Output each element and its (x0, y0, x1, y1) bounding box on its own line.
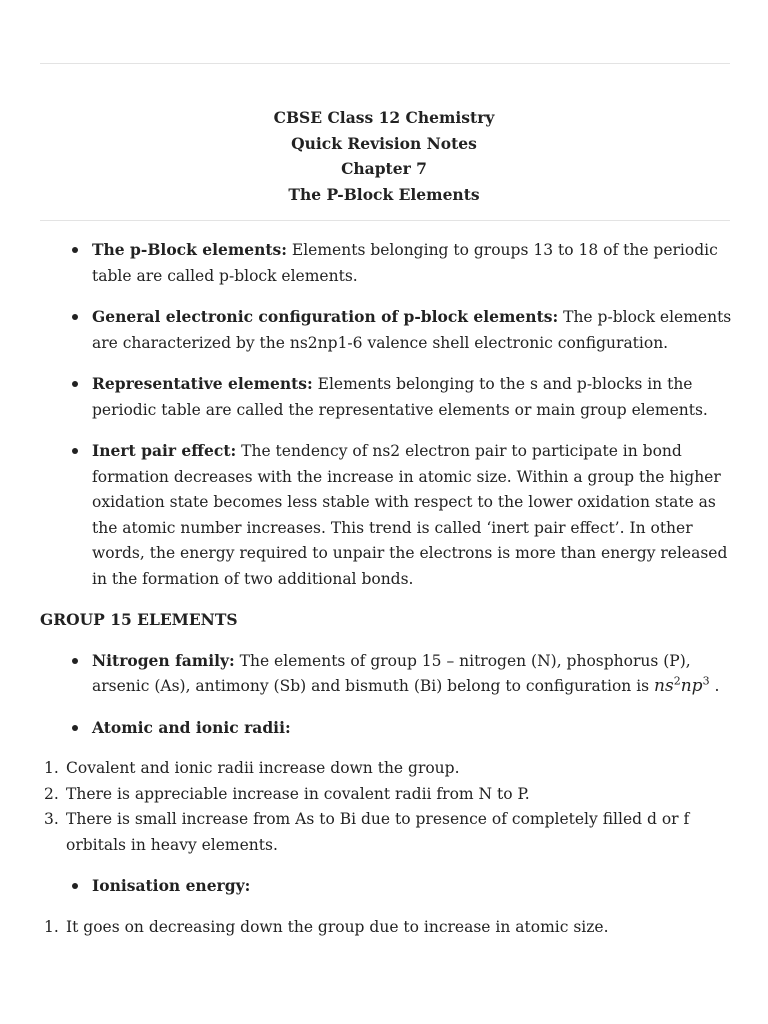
definition: The p-block elements are characterized by the ns2np1-6 valence shell electronic configuration. (92, 308, 732, 352)
item-number: 1. (44, 917, 59, 936)
numbered-item (40, 807, 732, 858)
term: Atomic and ionic radii: (92, 717, 291, 737)
bullet-icon (72, 658, 78, 664)
term: Inert pair effect: (92, 441, 237, 460)
list-item (40, 237, 732, 289)
definition: The elements of group 15 – nitrogen (N), phosphorus (P), arsenic (As), antimony (Sb) and bismuth (Bi) belong to configuration is (92, 651, 691, 695)
title-line-1: CBSE Class 12 Chemistry (273, 108, 495, 127)
list-item (40, 715, 732, 742)
formula-ns: ns (654, 676, 674, 696)
ionisation-list (40, 873, 732, 900)
intro-list (40, 237, 732, 592)
group15-list (40, 648, 732, 742)
definition: Elements belonging to groups 13 to 18 of the periodic table are called p-block elements. (92, 241, 718, 285)
bullet-icon (72, 247, 78, 253)
list-item (40, 438, 732, 592)
title-divider (40, 220, 730, 221)
list-item (40, 304, 732, 356)
bullet-icon (72, 725, 78, 731)
configuration-formula (654, 676, 710, 696)
numbered-item (40, 915, 732, 941)
definition: The tendency of ns2 electron pair to participate in bond formation decreases with the increase in atomic size. Within a group the higher oxidation state becomes less stable with respect to the lower oxidation state as the atomic number increases. This trend is called ‘inert pair effect’. In other words, the energy required to unpair the electrons is more than energy released in the formation of two additional bonds. (92, 442, 728, 588)
term: General electronic configuration of p-block elements: (92, 307, 559, 326)
item-text: Covalent and ionic radii increase down the group. (66, 759, 460, 777)
bullet-icon (72, 448, 78, 454)
notes-content (40, 237, 732, 955)
title-block (0, 105, 768, 207)
formula-np-exponent: 3 (702, 674, 710, 688)
term: Nitrogen family: (92, 650, 235, 670)
title-line-2: Quick Revision Notes (291, 133, 477, 153)
term: Representative elements: (92, 374, 313, 393)
item-number: 1. (44, 759, 59, 777)
title-line-4: The P-Block Elements (288, 184, 480, 204)
item-text: It goes on decreasing down the group due to increase in atomic size. (66, 917, 609, 936)
term: Ionisation energy: (92, 876, 251, 895)
ionisation-points (40, 915, 732, 941)
item-text: There is small increase from As to Bi due to presence of completely filled d or f orbitals in heavy elements. (66, 810, 690, 854)
list-item (40, 371, 732, 423)
bullet-icon (72, 314, 78, 320)
item-number: 2. (44, 784, 59, 803)
item-number: 3. (44, 810, 59, 828)
definition-end: . (709, 677, 720, 695)
bullet-icon (72, 381, 78, 387)
formula-ns-exponent: 2 (673, 674, 681, 688)
list-item (40, 648, 732, 700)
list-item (40, 873, 732, 900)
radii-list (40, 756, 732, 858)
term: The p-Block elements: (92, 240, 287, 259)
title-line-3: Chapter 7 (341, 159, 427, 178)
numbered-item (40, 756, 732, 782)
top-divider (40, 63, 730, 64)
formula-np: np (680, 676, 703, 696)
definition: Elements belonging to the s and p-blocks in the periodic table are called the representative elements or main group elements. (92, 375, 708, 419)
item-text: There is appreciable increase in covalent radii from N to P. (66, 784, 530, 803)
bullet-icon (72, 883, 78, 889)
numbered-item (40, 782, 732, 808)
section-heading: GROUP 15 ELEMENTS (40, 610, 238, 629)
